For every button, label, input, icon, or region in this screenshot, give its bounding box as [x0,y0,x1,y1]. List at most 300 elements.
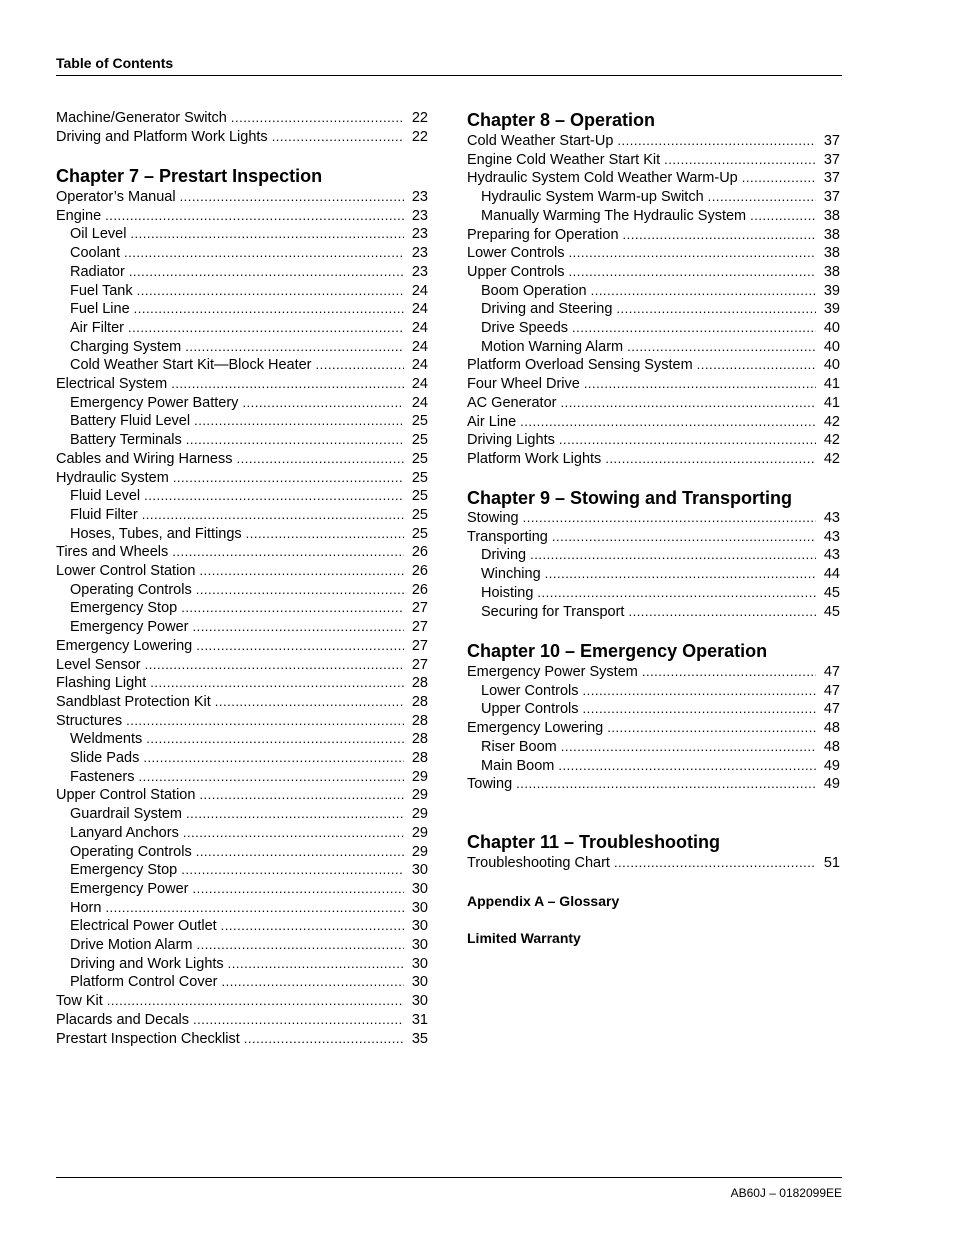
toc-entry-page: 28 [411,731,428,748]
toc-entry-title: Tow Kit [56,993,103,1010]
dot-leader [750,207,816,225]
toc-entry[interactable] [467,226,840,244]
dot-leader [185,338,404,356]
dot-leader [537,584,816,602]
toc-entry-page: 25 [411,525,428,542]
toc-entry-page: 24 [411,394,428,411]
toc-entry-title: Lanyard Anchors [70,824,179,841]
toc-entry-title: Cold Weather Start-Up [467,133,614,149]
dot-leader [545,565,816,583]
toc-entry-title: Motion Warning Alarm [481,338,624,355]
toc-entry-title: Fluid Level [70,488,141,505]
toc-entry-title: Placards and Decals [56,1011,189,1028]
dot-leader [146,730,404,748]
dot-leader [591,282,816,300]
toc-entry[interactable] [467,338,840,356]
toc-entry[interactable] [467,682,840,700]
dot-leader [142,506,404,524]
dot-leader [516,775,816,793]
toc-entry[interactable] [467,757,840,775]
dot-leader [228,955,404,973]
toc-entry[interactable] [56,431,428,449]
toc-entry-title: Engine [56,207,102,224]
toc-entry[interactable] [56,128,428,146]
toc-entry-title: Emergency Stop [70,600,178,617]
toc-entry[interactable] [56,730,428,748]
toc-entry-title: Driving and Steering [481,301,613,318]
toc-entry-page: 23 [411,189,428,205]
toc-entry[interactable] [56,899,428,917]
toc-entry[interactable] [467,319,840,337]
limited-warranty-link[interactable]: Limited Warranty [467,930,581,946]
dot-leader [137,282,404,300]
toc-entry-title: Cables and Wiring Harness [56,450,233,467]
dot-leader [552,528,816,546]
toc-entry[interactable] [56,712,428,730]
toc-entry[interactable] [56,469,428,487]
toc-entry[interactable] [56,861,428,879]
toc-entry-page: 30 [411,880,428,897]
toc-entry-page: 42 [823,413,840,430]
page-header-title: Table of Contents [56,55,174,71]
toc-entry-page: 27 [411,619,428,636]
toc-entry-title: Hoisting [481,584,534,601]
toc-entry-page: 25 [411,506,428,523]
toc-entry-page: 25 [411,413,428,430]
toc-entry-title: Emergency Power System [467,664,638,680]
dot-leader [697,356,816,374]
toc-entry[interactable] [56,786,428,804]
dot-leader [124,244,404,262]
toc-entry[interactable] [56,543,428,561]
toc-entry[interactable] [467,431,840,449]
toc-entry-page: 37 [823,151,840,168]
toc-entry-title: Lower Controls [481,682,579,699]
dot-leader [134,300,404,318]
toc-entry-page: 37 [823,189,840,206]
dot-leader [199,562,404,580]
chapter-10-heading[interactable]: Chapter 10 – Emergency Operation [467,641,768,661]
toc-entry-page: 23 [411,226,428,243]
toc-entry-page: 25 [411,432,428,449]
dot-leader [221,973,404,991]
dot-leader [242,394,404,412]
dot-leader [196,843,404,861]
toc-entry[interactable] [56,843,428,861]
toc-entry[interactable] [467,775,840,793]
toc-entry-title: Air Filter [70,319,124,336]
toc-entry[interactable] [467,188,840,206]
toc-entry-title: Driving and Work Lights [70,955,224,972]
toc-entry-page: 23 [411,245,428,262]
dot-leader [150,674,404,692]
toc-entry-page: 37 [823,170,840,187]
dot-leader [560,394,816,412]
toc-entry-title: Operating Controls [70,581,192,598]
toc-entry-page: 48 [823,720,840,737]
toc-entry[interactable] [56,525,428,543]
toc-entry[interactable] [56,338,428,356]
dot-leader [138,768,404,786]
dot-leader [231,109,404,127]
toc-entry-page: 30 [411,862,428,879]
toc-entry-page: 45 [823,584,840,601]
toc-entry-page: 26 [411,563,428,579]
toc-entry-page: 25 [411,450,428,467]
dot-leader [196,936,404,954]
toc-entry-page: 39 [823,282,840,299]
toc-entry-page: 28 [411,750,428,766]
dot-leader [642,663,816,681]
toc-entry[interactable] [467,528,840,546]
toc-entry-page: 29 [411,787,428,804]
toc-entry-page: 43 [823,547,840,564]
toc-entry-title: Transporting [467,528,548,545]
dot-leader [129,263,404,281]
toc-entry[interactable] [56,263,428,281]
toc-entry[interactable] [56,581,428,599]
toc-entry-title: Platform Control Cover [70,974,218,991]
dot-leader [627,338,816,356]
toc-entry-title: Four Wheel Drive [467,376,580,393]
toc-entry-page: 40 [823,320,840,336]
toc-entry[interactable] [467,719,840,737]
toc-entry-title: Slide Pads [70,750,140,766]
dot-leader [105,207,404,225]
toc-entry-title: Upper Controls [481,701,579,718]
toc-entry-title: Operating Controls [70,843,192,860]
dot-leader [194,412,404,430]
toc-entry[interactable] [467,132,840,150]
toc-entry[interactable] [467,584,840,602]
toc-entry[interactable] [56,955,428,973]
toc-entry-title: Tires and Wheels [56,544,169,561]
dot-leader [107,992,404,1010]
toc-entry-title: Oil Level [70,226,127,243]
dot-leader [173,469,404,487]
toc-entry[interactable] [56,225,428,243]
dot-leader [616,300,816,318]
toc-entry-title: Upper Controls [467,263,565,280]
toc-entry-page: 35 [411,1030,428,1047]
toc-entry[interactable] [56,188,428,206]
dot-leader [196,581,404,599]
dot-leader [558,757,816,775]
toc-entry-page: 47 [823,664,840,680]
toc-entry-page: 29 [411,768,428,785]
toc-entry-title: Structures [56,712,123,729]
dot-leader [145,656,404,674]
toc-entry-page: 45 [823,603,840,620]
toc-entry[interactable] [467,413,840,431]
dot-leader [559,431,816,449]
toc-entry-title: Manually Warming The Hydraulic System [481,207,747,224]
toc-entry-page: 28 [411,712,428,729]
toc-entry[interactable] [56,693,428,711]
toc-entry-title: Engine Cold Weather Start Kit [467,151,661,168]
dot-leader [199,786,404,804]
toc-entry-title: Emergency Power Battery [70,394,239,411]
toc-entry[interactable] [56,282,428,300]
toc-entry-page: 30 [411,993,428,1010]
dot-leader [181,861,404,879]
toc-entry-page: 30 [411,955,428,972]
header-rule [56,75,842,76]
toc-entry-title: Emergency Stop [70,862,178,879]
toc-entry-page: 38 [823,207,840,224]
toc-entry-page: 29 [411,806,428,823]
toc-entry-title: Hydraulic System Cold Weather Warm-Up [467,170,738,187]
toc-entry-page: 43 [823,510,840,526]
dot-leader [215,693,404,711]
toc-entry-page: 22 [411,110,428,126]
toc-entry-title: Main Boom [481,757,555,774]
toc-entry-title: Platform Overload Sensing System [467,357,693,374]
dot-leader [183,824,404,842]
appendix-a-link[interactable]: Appendix A – Glossary [467,893,620,909]
dot-leader [221,917,404,935]
toc-entry[interactable] [467,854,840,872]
toc-entry[interactable] [56,973,428,991]
toc-entry-page: 30 [411,918,428,935]
toc-entry-page: 41 [823,376,840,393]
toc-entry[interactable] [467,282,840,300]
toc-entry-title: Emergency Power [70,880,189,897]
toc-entry-page: 25 [411,488,428,505]
toc-entry-title: Coolant [70,245,120,262]
toc-entry-page: 38 [823,226,840,243]
toc-entry-title: Battery Fluid Level [70,413,191,430]
toc-entry[interactable] [56,487,428,505]
toc-entry-page: 25 [411,469,428,486]
toc-entry[interactable] [467,738,840,756]
toc-entry-page: 48 [823,738,840,755]
toc-entry[interactable] [56,992,428,1010]
dot-leader [180,188,404,206]
dot-leader [143,749,404,767]
toc-entry[interactable] [467,509,840,527]
toc-entry[interactable] [467,700,840,718]
dot-leader [181,599,404,617]
toc-entry-title: Lower Controls [467,245,565,262]
toc-entry-title: Hydraulic System [56,469,169,486]
toc-entry-page: 22 [411,128,428,145]
toc-entry[interactable] [56,824,428,842]
toc-entry-title: Radiator [70,263,125,280]
dot-leader [605,450,816,468]
toc-entry[interactable] [56,412,428,430]
toc-entry[interactable] [56,356,428,374]
toc-entry[interactable] [56,207,428,225]
toc-entry-title: Emergency Lowering [56,637,193,654]
toc-entry-page: 23 [411,263,428,280]
dot-leader [244,1030,404,1048]
toc-entry-title: Troubleshooting Chart [467,855,610,871]
dot-leader [193,1011,404,1029]
toc-entry-page: 47 [823,701,840,718]
chapter-9-heading[interactable]: Chapter 9 – Stowing and Transporting [467,488,793,508]
toc-entry[interactable] [56,394,428,412]
toc-entry[interactable] [467,244,840,262]
dot-leader [316,356,405,374]
toc-entry-title: Fuel Tank [70,282,133,299]
toc-entry-title: Preparing for Operation [467,226,619,243]
chapter-8-heading[interactable]: Chapter 8 – Operation [467,110,656,130]
toc-entry[interactable] [467,565,840,583]
toc-entry-title: Sandblast Protection Kit [56,693,211,710]
dot-leader [192,618,404,636]
toc-entry-page: 26 [411,544,428,561]
dot-leader [623,226,816,244]
toc-entry-page: 24 [411,357,428,374]
toc-entry[interactable] [467,169,840,187]
toc-entry-title: AC Generator [467,394,557,411]
dot-leader [126,712,404,730]
toc-entry[interactable] [467,450,840,468]
dot-leader [171,375,404,393]
dot-leader [572,319,816,337]
toc-entry[interactable] [56,1011,428,1029]
toc-entry-page: 26 [411,581,428,598]
toc-entry-title: Driving Lights [467,432,555,449]
toc-entry-page: 40 [823,357,840,374]
toc-entry[interactable] [56,300,428,318]
toc-entry-title: Horn [70,899,102,916]
toc-entry-title: Driving and Platform Work Lights [56,128,268,145]
toc-entry-title: Winching [481,566,541,583]
dot-leader [614,854,816,872]
toc-entry[interactable] [56,244,428,262]
dot-leader [664,151,816,169]
toc-entry[interactable] [56,936,428,954]
dot-leader [742,169,816,187]
toc-entry-page: 49 [823,776,840,793]
toc-entry-title: Hoses, Tubes, and Fittings [70,525,242,542]
toc-entry-page: 27 [411,656,428,673]
toc-entry[interactable] [56,375,428,393]
dot-leader [520,413,816,431]
toc-entry[interactable] [56,656,428,674]
toc-entry-title: Charging System [70,338,182,355]
toc-entry[interactable] [56,749,428,767]
dot-leader [130,225,404,243]
toc-entry-title: Fasteners [70,768,135,785]
toc-entry[interactable] [56,917,428,935]
toc-entry[interactable] [467,663,840,681]
toc-entry[interactable] [56,674,428,692]
toc-entry-page: 42 [823,450,840,467]
toc-entry[interactable] [56,450,428,468]
toc-entry-title: Towing [467,776,513,793]
dot-leader [192,880,404,898]
toc-entry[interactable] [56,319,428,337]
dot-leader [186,431,404,449]
toc-entry[interactable] [56,637,428,655]
toc-entry[interactable] [56,768,428,786]
toc-entry-title: Battery Terminals [70,432,182,449]
toc-entry[interactable] [56,506,428,524]
toc-entry-title: Fuel Line [70,301,130,318]
toc-entry-page: 42 [823,432,840,449]
toc-entry-page: 24 [411,301,428,318]
dot-leader [246,525,404,543]
toc-entry[interactable] [467,603,840,621]
toc-entry-title: Drive Speeds [481,320,569,336]
toc-entry-title: Drive Motion Alarm [70,937,193,953]
toc-entry-page: 31 [411,1011,428,1028]
toc-entry-page: 43 [823,528,840,545]
toc-entry-title: Flashing Light [56,675,147,692]
toc-entry[interactable] [56,880,428,898]
dot-leader [186,805,404,823]
dot-leader [105,899,404,917]
toc-entry-title: Hydraulic System Warm-up Switch [481,189,704,206]
toc-entry-page: 37 [823,133,840,149]
toc-entry-page: 27 [411,600,428,617]
toc-entry-title: Machine/Generator Switch [56,110,227,126]
chapter-7-heading[interactable]: Chapter 7 – Prestart Inspection [56,166,323,186]
toc-entry[interactable] [56,805,428,823]
toc-entry[interactable] [56,109,428,127]
dot-leader [617,132,816,150]
toc-entry[interactable] [56,562,428,580]
toc-entry-page: 29 [411,824,428,841]
toc-entry-page: 23 [411,207,428,224]
footer-doc-code: AB60J – 0182099EE [730,1186,842,1200]
toc-entry[interactable] [467,151,840,169]
toc-entry-title: Boom Operation [481,282,587,299]
toc-entry-page: 24 [411,338,428,355]
toc-entry-title: Emergency Power [70,619,189,636]
dot-leader [561,738,816,756]
toc-entry-title: Operator’s Manual [56,189,176,205]
toc-entry[interactable] [467,546,840,564]
toc-entry-page: 47 [823,682,840,699]
toc-entry-title: Electrical System [56,376,168,392]
toc-entry-page: 28 [411,693,428,710]
toc-entry-page: 30 [411,974,428,991]
toc-entry-title: Air Line [467,413,517,430]
toc-entry[interactable] [467,394,840,412]
dot-leader [523,509,816,527]
toc-entry-title: Guardrail System [70,806,183,823]
dot-leader [583,700,816,718]
toc-entry-title: Fluid Filter [70,506,138,523]
footer-rule [56,1177,842,1178]
dot-leader [569,263,816,281]
toc-entry[interactable] [467,207,840,225]
toc-entry-title: Weldments [70,731,143,748]
toc-entry[interactable] [467,375,840,393]
toc-entry[interactable] [467,300,840,318]
toc-entry-page: 49 [823,757,840,774]
toc-entry-title: Prestart Inspection Checklist [56,1030,240,1047]
toc-entry[interactable] [56,618,428,636]
dot-leader [584,375,816,393]
toc-entry-title: Riser Boom [481,738,557,755]
toc-entry-page: 44 [823,566,840,583]
chapter-11-heading[interactable]: Chapter 11 – Troubleshooting [467,832,721,852]
dot-leader [196,637,404,655]
toc-entry-page: 40 [823,338,840,355]
toc-entry[interactable] [467,263,840,281]
toc-entry[interactable] [467,356,840,374]
toc-entry[interactable] [56,1030,428,1048]
dot-leader [237,450,405,468]
toc-entry-page: 30 [411,899,428,916]
dot-leader [272,128,404,146]
toc-entry[interactable] [56,599,428,617]
